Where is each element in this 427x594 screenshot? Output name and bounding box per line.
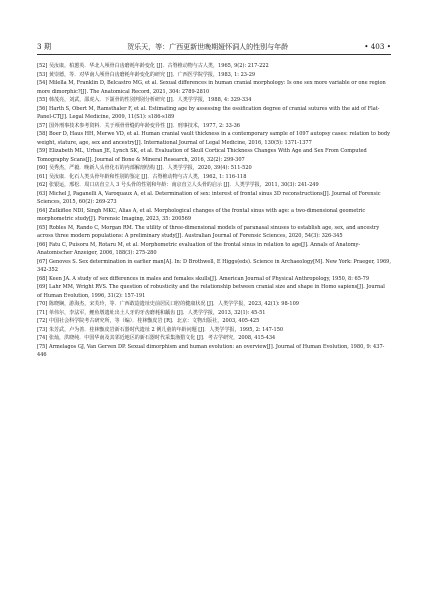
reference-item: [56] Harth S, Obert M, Ramsthaler F, et al. Estimating age by assessing the ossification degree of cranial sutures with the aid of Flat-Panel-CT[J]. Legal Medicine, 2009, 11(S1): s186-s189 xyxy=(37,105,380,120)
reference-item: [73] 朱芳武，卢为善．桂林甑皮岩新石器时代遗址 2 例儿童的年龄问题 [J]．人类学学报，1995, 2: 147-150 xyxy=(37,326,284,333)
reference-item: [60] 吴秀杰，严毅．晚新人头骨化石的内部解剖结构 [J]．人类学学报，2020, 39(4): 511-520 xyxy=(37,165,252,171)
reference-item: [54] Milella M, Franklin D, Belcastro MG, et al. Sexual differences in human cranial morphology: Is one sex more variable or one region more dimorphic?[J]. The Anatomical Record, 2021, 304: 2789-2810 xyxy=(37,80,386,95)
page-number: • 403 • xyxy=(364,42,391,51)
reference-item: [65] Robles M, Rando C, Morgan RM. The utility of three-dimensional models of paranasal sinuses to establish age, sex, and ancestry across three modern populations: A preliminary study[J]. Australian Journal of Forensic Sciences, 2020, 54(3): 326-345 xyxy=(37,224,380,239)
reference-item: [70] 陈晓娴，游海杰，宋芙玲，等．广西敢造遗址史前居民口腔的健康状况 [J]．人类学学报，2023, 42(1): 98-109 xyxy=(37,301,299,307)
reference-item: [63] Michel J, Paganelli A, Varoquaux A, et al. Determination of sex: interest of frontal sinus 3D reconstructions[J]. Journal of Forensic Sciences, 2015, 60(2): 269-273 xyxy=(37,190,381,205)
issue-label: 3 期 xyxy=(37,42,52,51)
reference-item: [59] Elizabeth ML, Urban JE, Lynch SK, et al. Evaluation of Skull Cortical Thickness Changes With Age and Sex From Computed Tomography Scans[J]. Journal of Bone & Mineral Research, 2016, 32(2): 299-307 xyxy=(37,148,367,163)
reference-item: [71] 单伟尔，李法军，鲤鱼墩遗址出土人牙的牙齿磨耗和龋齿 [J]．人类学学报，2013, 32(1): 45-51 xyxy=(37,309,266,316)
reference-item: [67] Genoves S. Sex determination in earlier man[A]. In: D Brothwell, E Higgs(eds). Science in Archaeology[M]. New York: Praeger, 1969, 342-352 xyxy=(37,258,391,273)
reference-item: [53] 黄崇德，等．对华南人颅骨白齿磨耗年龄变化的研究 [J]．广西医学院学报，1983, 1: 23-29 xyxy=(37,71,256,78)
reference-item: [61] 吴汝康．化石人类头骨年龄和性别的鉴定 [J]．古脊椎动物与古人类，1962, 1: 116-118 xyxy=(37,173,247,180)
reference-item: [62] 张银运，邢松．周口店直立人 3 号头骨的性别和年龄：南京直立人头骨的启示 [J]．人类学学报，2011, 30(3): 241-249 xyxy=(37,182,319,188)
reference-item: [58] Boer D, Haus HH, Merwe VD, et al. Human cranial vault thickness in a contemporary sample of 1097 autopsy cases: relation to body weight, stature, age, sex and ancestry[J]. International Journal of Legal Medicine, 2016, 130(5): 1371-1377 xyxy=(37,131,390,146)
reference-item: [68] Keen JA. A study of sex differences in males and females skulls[J]. American Journal of Physical Anthropology, 1950, 8: 65-79 xyxy=(37,275,370,282)
reference-list xyxy=(37,62,391,360)
reference-item: [75] Armelagos GJ, Van Gerven DP. Sexual dimorphism and human evolution: an overview[J]. Journal of Human Evolution, 1980, 9: 437-446 xyxy=(37,343,385,358)
running-header xyxy=(37,39,391,55)
running-title: 贺乐天，等：广西更新世晚期娅怀洞人的性别与年龄 xyxy=(127,43,289,51)
reference-item: [52] 吴汝康，柏蕙英．华北人颅骨白齿磨耗年龄变化 [J]．古脊椎动物与古人类，1965, 9(2): 217-222 xyxy=(37,63,269,69)
reference-item: [72] 中国社会科学院考古研究所，等（编）．桂林甑皮岩 [R]．北京：文物出版社，2003, 405-425 xyxy=(37,318,260,324)
reference-item: [57] 国外刑事技术参考资料．关于颅骨骨缝的年龄变异性 [J]．刑事技术，1977, 2: 33-36 xyxy=(37,122,241,129)
reference-item: [66] Fatu C, Puisoru M, Rotaru M, et al. Morphometric evaluation of the frontal sinus in relation to age[J]. Annals of Anatomy-Anatomischer Anzeiger, 2006, 188(3): 275-280 xyxy=(37,241,361,256)
reference-item: [74] 张灿，洪晓纯．中国华南及其邻近地区的新石器时代采集渔猎文化 [J]．考古学研究，2008, 415-434 xyxy=(37,335,276,341)
reference-item: [69] Lahr MM, Wright RVS. The question of robusticity and the relationship between cranial size and shape in Homo sapiens[J]. Journal of Human Evolution, 1996, 31(2): 157-191 xyxy=(37,284,385,299)
reference-item: [64] Zulkiflee NDI, Singh MKC, Alias A, et al. Morphological changes of the frontal sinus with age: a two-dimensional geometric morphometric study[J]. Forensic Imaging, 2023, 35: 200569 xyxy=(37,207,366,222)
reference-item: [55] 韩茂亮，刘武，邵虎入．下颌骨的性别判别分析研究 [J]．人类学学报，1988, 4: 329-334 xyxy=(37,97,252,103)
